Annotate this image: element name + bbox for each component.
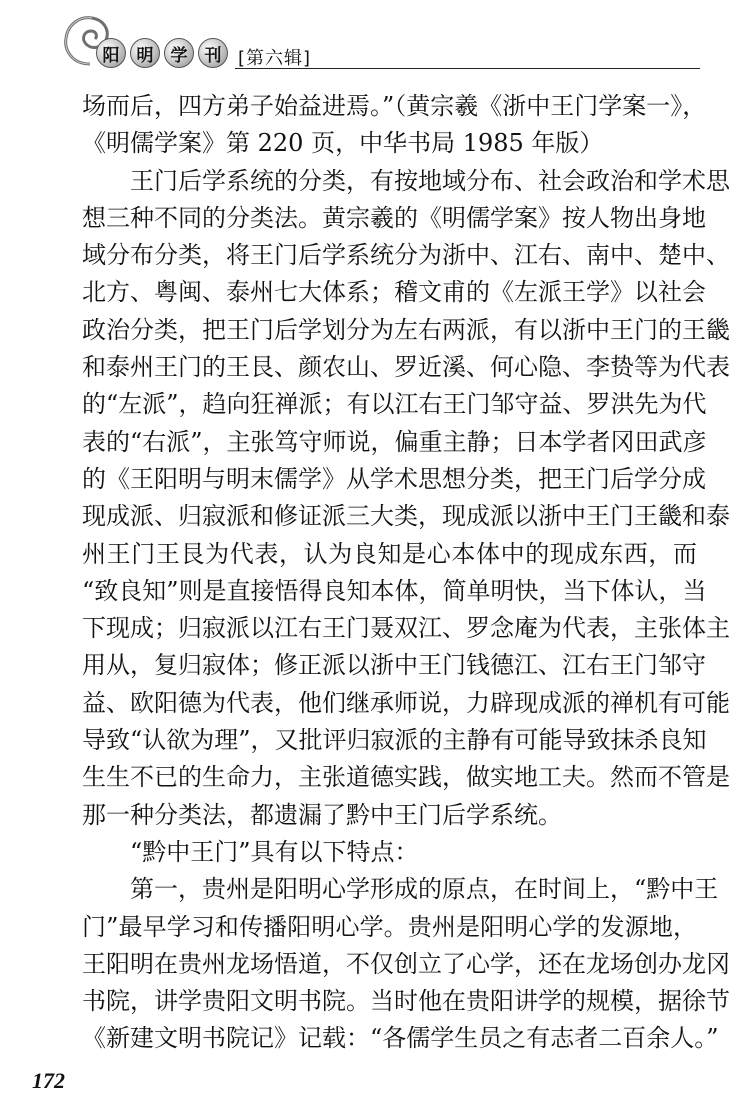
text-line: 王阳明在贵州龙场悟道，不仅创立了心学，还在龙场创办龙冈 xyxy=(82,949,730,978)
title-char: 阳 xyxy=(96,38,126,68)
text-line: 《新建文明书院记》记载：“各儒学生员之有志者二百余人。” xyxy=(82,1024,719,1053)
title-char: 学 xyxy=(164,38,194,68)
volume-label: [第六辑] xyxy=(238,48,312,69)
text-line: 的“左派”，趋向狂禅派；有以江右王门邹守益、罗洪先为代 xyxy=(82,390,707,419)
text-line: 用从，复归寂体；修正派以浙中王门钱德江、江右王门邹守 xyxy=(82,651,706,680)
text-line: 现成派、归寂派和修证派三大类，现成派以浙中王门王畿和泰 xyxy=(82,502,730,531)
text-line: 益、欧阳德为代表，他们继承师说，力辟现成派的禅机有可能 xyxy=(82,688,730,717)
text-line: 场而后，四方弟子始益进焉。”（黄宗羲《浙中王门学案一》， xyxy=(82,92,707,120)
text-line: 第一，贵州是阳明心学形成的原点，在时间上，“黔中王 xyxy=(130,875,719,904)
text-line: “致良知”则是直接悟得良知本体，简单明快，当下体认，当 xyxy=(82,576,707,605)
text-line: 州王门王艮为代表，认为良知是心本体中的现成东西，而 xyxy=(82,539,697,568)
text-line: 域分布分类，将王门后学系统分为浙中、江右、南中、楚中、 xyxy=(82,241,730,270)
text-line: 和泰州王门的王艮、颜农山、罗近溪、何心隐、李贽等为代表 xyxy=(82,353,730,382)
title-char: 明 xyxy=(130,38,160,68)
text-line: 那一种分类法，都遗漏了黔中王门后学系统。 xyxy=(82,800,562,829)
page-number: 172 xyxy=(32,1068,65,1093)
header-rule xyxy=(235,68,700,69)
text-line: 《明儒学案》第 220 页，中华书局 1985 年版） xyxy=(82,129,604,158)
text-line: 导致“认欲为理”，又批评归寂派的主静有可能导致抹杀良知 xyxy=(82,726,707,755)
text-line: “黔中王门”具有以下特点： xyxy=(130,837,419,866)
text-line: 北方、粤闽、泰州七大体系；稽文甫的《左派王学》以社会 xyxy=(82,278,706,307)
text-line: 的《王阳明与明末儒学》从学术思想分类，把王门后学分成 xyxy=(82,464,706,493)
text-line: 书院，讲学贵阳文明书院。当时他在贵阳讲学的规模，据徐节 xyxy=(82,987,730,1016)
text-line: 下现成；归寂派以江右王门聂双江、罗念庵为代表，主张体主 xyxy=(82,614,730,643)
text-line: 门”最早学习和传播阳明心学。贵州是阳明心学的发源地， xyxy=(82,912,697,941)
body-text xyxy=(82,88,730,1058)
text-line: 想三种不同的分类法。黄宗羲的《明儒学案》按人物出身地 xyxy=(82,203,706,232)
text-line: 表的“右派”，主张笃守师说，偏重主静；日本学者冈田武彦 xyxy=(82,427,707,456)
text-line: 王门后学系统的分类，有按地域分布、社会政治和学术思 xyxy=(130,166,730,195)
text-line: 政治分类，把王门后学划分为左右两派，有以浙中王门的王畿 xyxy=(82,315,730,344)
running-header xyxy=(60,10,700,72)
text-line: 生生不已的生命力，主张道德实践，做实地工夫。然而不管是 xyxy=(82,763,730,792)
title-char: 刊 xyxy=(198,38,228,68)
journal-title xyxy=(96,38,228,68)
